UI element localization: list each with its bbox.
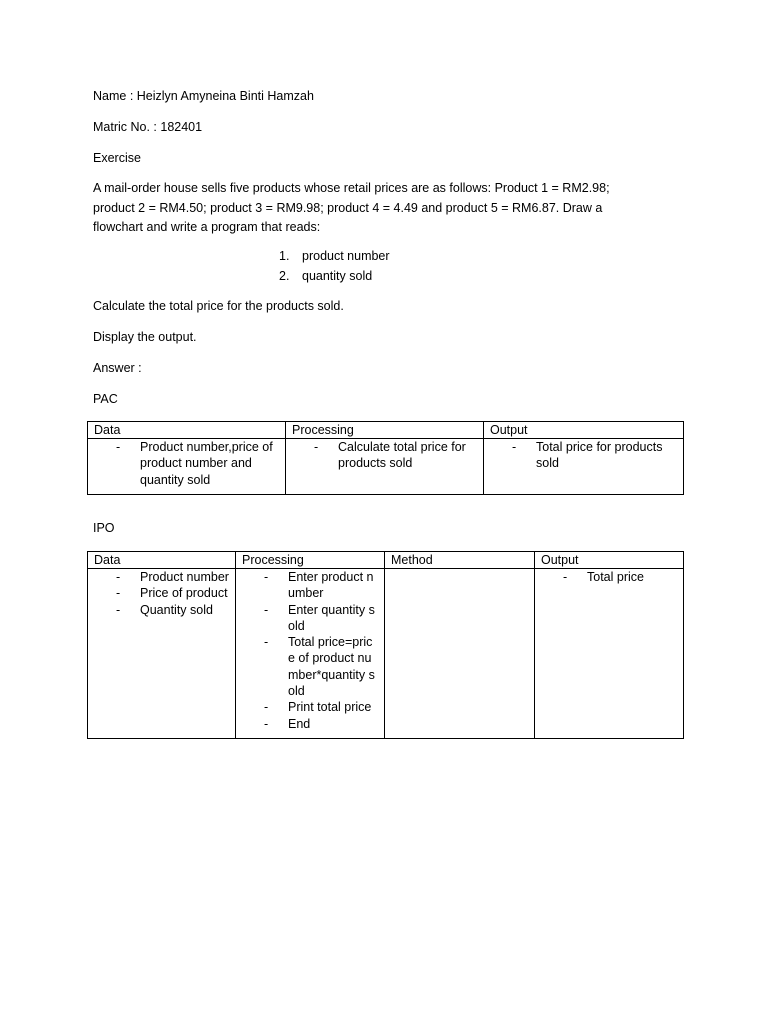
- ipo-data-cell: [88, 569, 236, 739]
- list-item: - Product number,price of product number and quantity sold: [116, 440, 273, 487]
- ipo-output-cell: [535, 569, 684, 739]
- ipo-method-cell: [385, 569, 535, 739]
- pac-processing-cell: [286, 439, 484, 495]
- table-row: [88, 569, 684, 739]
- pac-output-cell: [484, 439, 684, 495]
- pac-heading: PAC: [93, 392, 118, 406]
- pac-processing-list: [292, 439, 477, 472]
- list-item: - Total price for products sold: [512, 440, 663, 471]
- answer-label: Answer :: [93, 361, 142, 375]
- list-item: - Enter quantity sold: [264, 602, 375, 633]
- list-item: - Total price: [563, 570, 644, 584]
- ipo-processing-cell: [236, 569, 385, 739]
- ipo-output-list: [541, 569, 677, 585]
- list-item: - Print total price: [264, 700, 372, 715]
- calculate-instruction: Calculate the total price for the products sold.: [93, 299, 344, 313]
- table-header-row: [88, 422, 684, 439]
- list-item: [279, 267, 390, 287]
- list-item-number: 1.: [279, 249, 290, 263]
- list-item: - Enter product number: [264, 570, 374, 601]
- list-item: - Quantity sold: [116, 602, 213, 617]
- matric-number: Matric No. : 182401: [93, 120, 203, 134]
- list-item-number: 2.: [279, 268, 290, 283]
- pac-table: [87, 421, 684, 495]
- pac-col-output: Output: [484, 422, 684, 439]
- list-item: - End: [264, 716, 311, 731]
- list-item: [279, 247, 390, 267]
- list-item-label: product number: [302, 249, 390, 263]
- list-item: - Product number: [116, 570, 229, 584]
- ipo-col-data: Data: [88, 552, 236, 569]
- ipo-col-method: Method: [385, 552, 535, 569]
- student-name: Name : Heizlyn Amyneina Binti Hamzah: [93, 89, 314, 103]
- exercise-heading: Exercise: [93, 151, 141, 165]
- pac-output-list: [490, 439, 677, 472]
- table-row: [88, 439, 684, 495]
- pac-data-cell: [88, 439, 286, 495]
- pac-data-list: [94, 439, 279, 488]
- list-item-label: quantity sold: [302, 268, 373, 283]
- question-text: A mail-order house sells five products whose retail prices are as follows: Product 1 = RM2.98; product 2 = RM4.50; product 3 = RM9.98; product 4 = 4.49 and product 5 = RM6.87. Draw a flowchart and write a program that reads:: [93, 181, 610, 234]
- list-item: - Total price=price of product number*quantity sold: [264, 635, 375, 699]
- ipo-heading: IPO: [93, 521, 115, 535]
- ipo-col-output: Output: [535, 552, 684, 569]
- pac-col-processing: Processing: [286, 422, 484, 439]
- ipo-col-processing: Processing: [236, 552, 385, 569]
- pac-col-data: Data: [88, 422, 286, 439]
- display-instruction: Display the output.: [93, 330, 197, 344]
- table-header-row: [88, 552, 684, 569]
- ipo-table: [87, 551, 684, 739]
- ipo-processing-list: [242, 569, 378, 732]
- input-list: [279, 247, 390, 286]
- list-item: - Price of product: [116, 586, 228, 601]
- ipo-data-list: [94, 569, 229, 618]
- list-item: - Calculate total price for products sold: [314, 440, 466, 471]
